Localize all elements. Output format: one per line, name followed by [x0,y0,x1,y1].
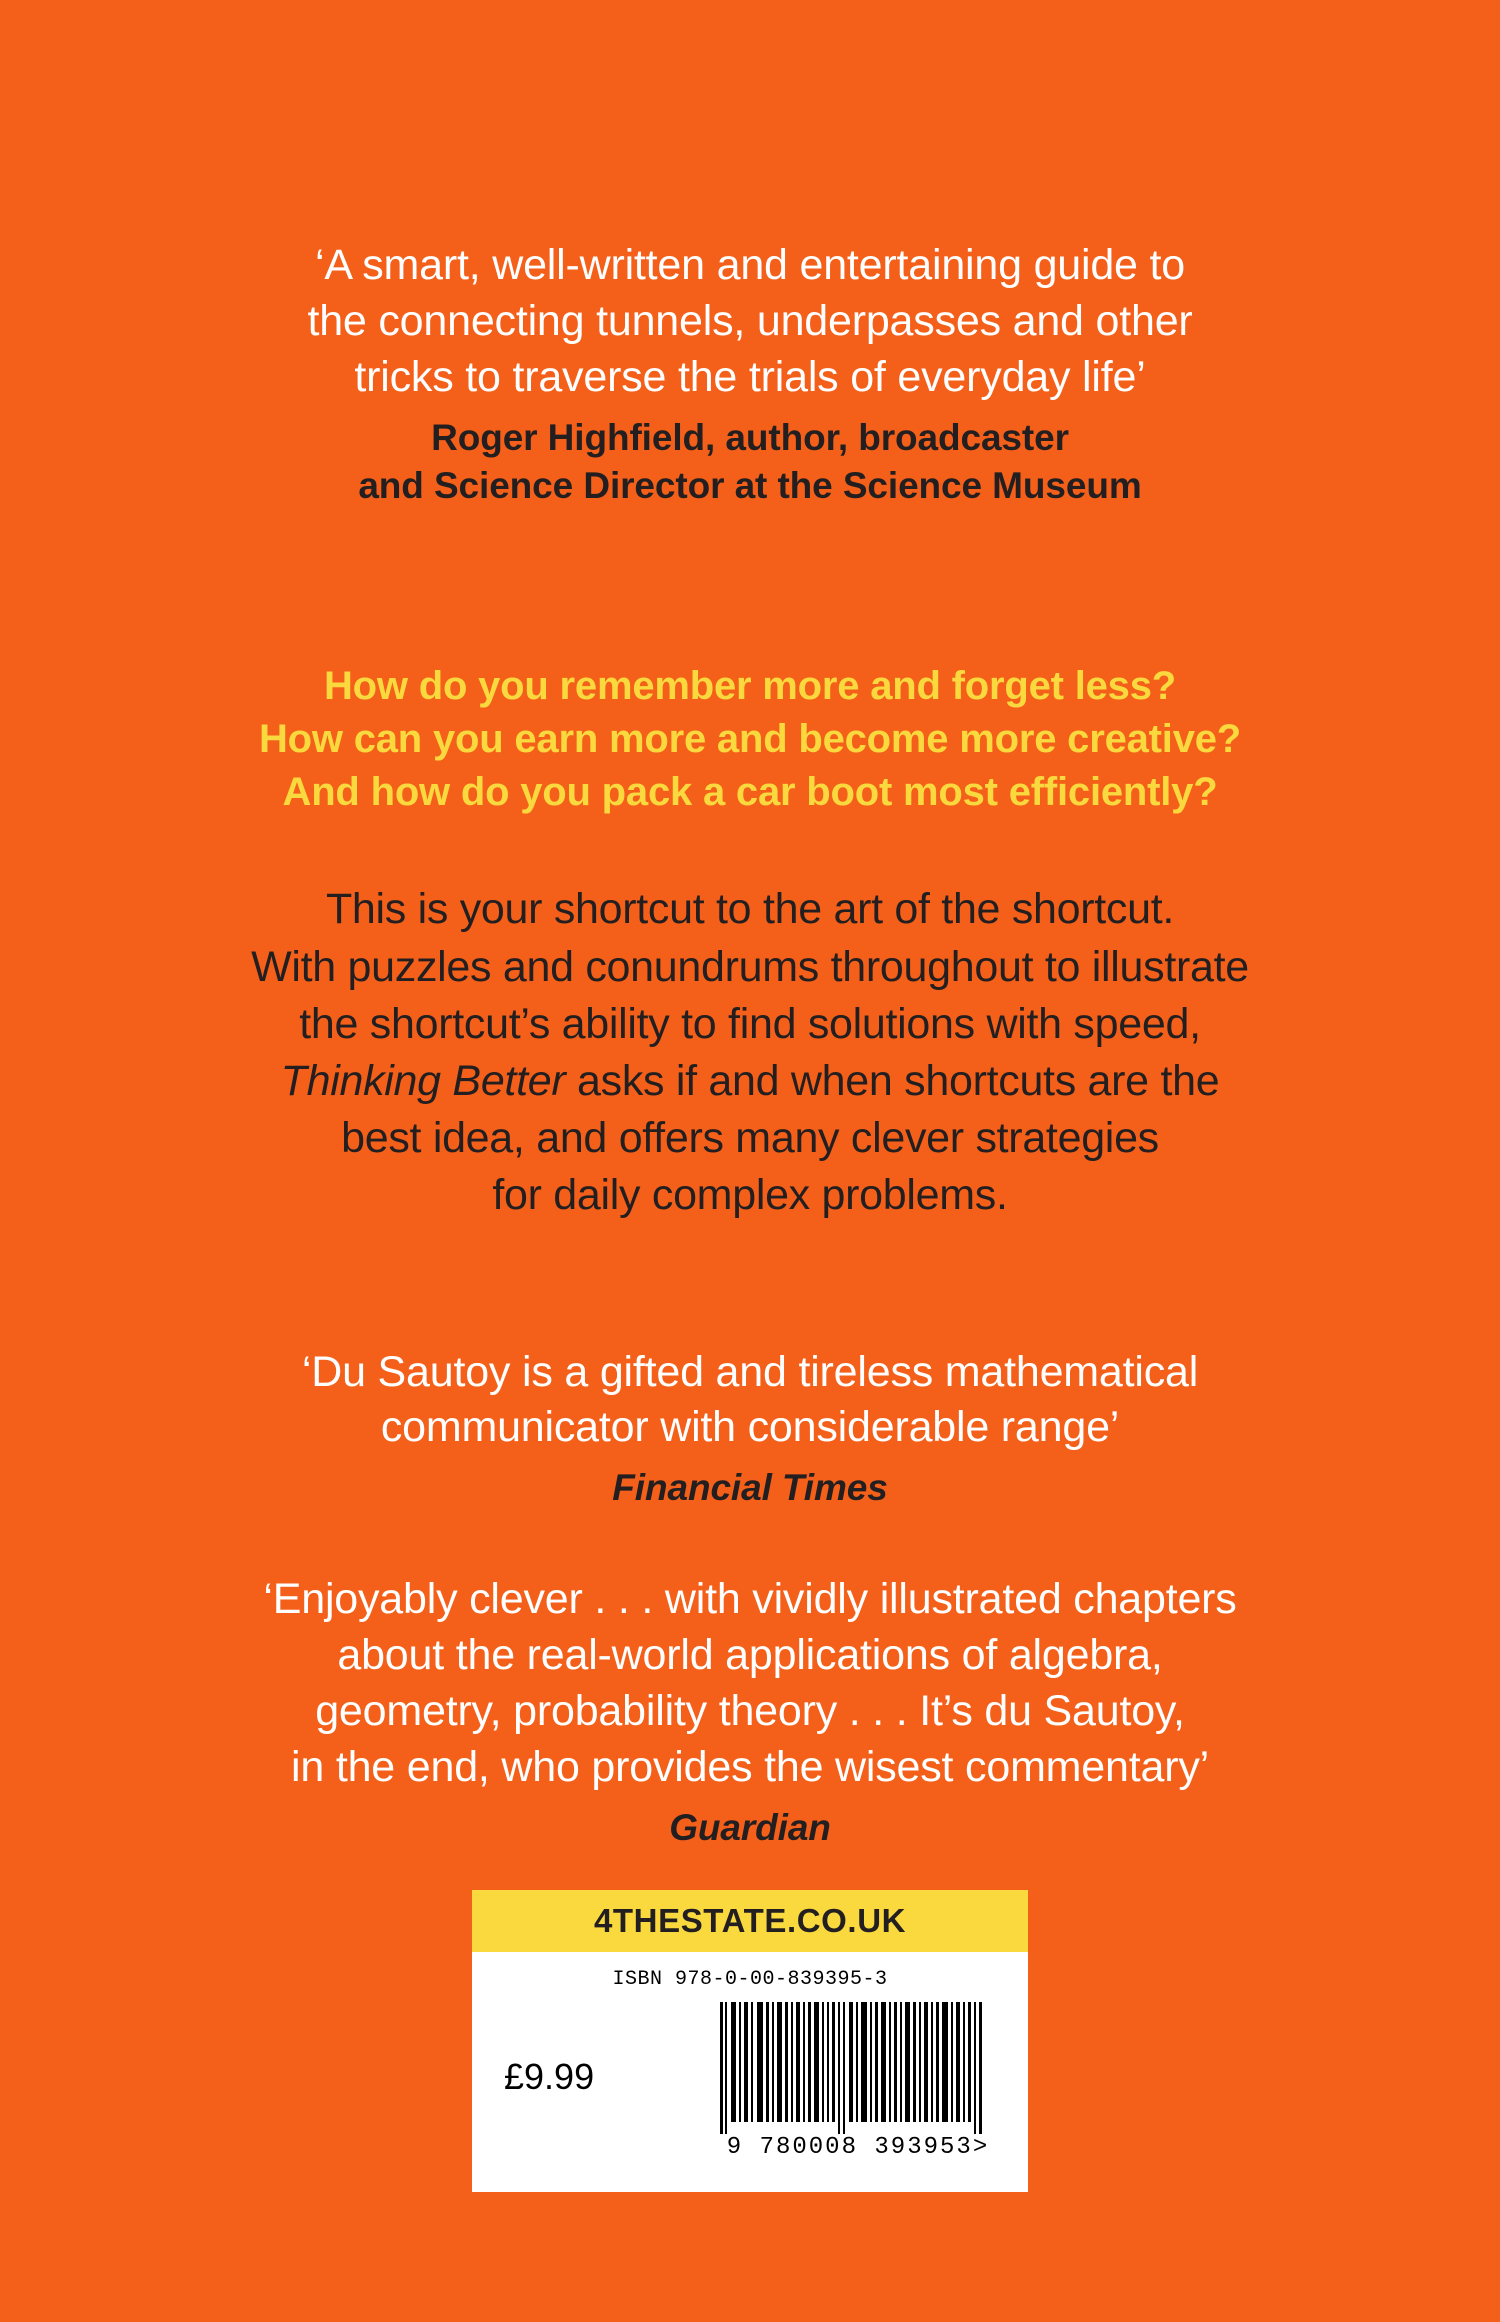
endorsement-quote-line-1: ‘A smart, well-written and entertaining guide to [315,241,1185,289]
guardian-quote-line-4: in the end, who provides the wisest commentary’ [291,1743,1209,1792]
blurb-line-3: the shortcut’s ability to find solutions with speed, [299,999,1201,1048]
question-line-2: How can you earn more and become more creative? [258,717,1242,762]
question-line-3: And how do you pack a car boot most efficiently? [282,770,1218,815]
barcode-digits-text: 9 780008 393953 [726,2134,973,2161]
blurb-line-6: for daily complex problems. [492,1171,1008,1220]
endorsement-block [100,238,1400,510]
barcode-bars-icon [720,2002,998,2134]
endorsement-quote-line-3: tricks to traverse the trials of everyday life’ [354,352,1146,401]
guardian-quote-line-3: geometry, probability theory . . . It’s du Sautoy, [315,1687,1185,1736]
endorsement-quote-line-2: the connecting tunnels, underpasses and other [307,296,1193,345]
guardian-quote-line-1: ‘Enjoyably clever . . . with vividly illustrated chapters [263,1575,1237,1624]
ft-quote-line-2: communicator with considerable range’ [380,1403,1120,1452]
ft-quote-line-1: ‘Du Sautoy is a gifted and tireless mathematical [301,1347,1199,1396]
blurb-line-1: This is your shortcut to the art of the shortcut. [325,885,1175,934]
blurb-line-2: With puzzles and conundrums throughout to illustrate [251,942,1249,991]
barcode-digits [712,2134,1004,2161]
blurb-line-4 [100,1053,1400,1110]
barcode-panel [472,1952,1028,2192]
review-financial-times [100,1345,1400,1513]
publisher-url-bar[interactable] [472,1890,1028,1952]
barcode-trailing-mark: > [972,2134,990,2161]
questions-block [100,660,1400,820]
blurb-block [100,881,1400,1224]
endorsement-attribution-line-1: Roger Highfield, author, broadcaster [431,416,1069,458]
blurb-line-5: best idea, and offers many clever strategies [341,1114,1159,1163]
book-title-italic: Thinking Better [280,1056,566,1105]
ft-source: Financial Times [612,1467,888,1509]
barcode-block [472,1890,1028,2192]
guardian-source: Guardian [669,1806,831,1848]
endorsement-attribution-line-2: and Science Director at the Science Museum [358,464,1142,506]
isbn-label: ISBN 978-0-00-839395-3 [612,1968,888,1991]
review-guardian [100,1572,1400,1852]
blurb-line-4-rest: asks if and when shortcuts are the [565,1056,1220,1105]
guardian-quote-line-2: about the real-world applications of algebra, [337,1631,1163,1680]
publisher-url-text: 4THESTATE.CO.UK [593,1902,907,1939]
price-label: £9.99 [504,2056,595,2097]
question-line-1: How do you remember more and forget less? [324,663,1176,708]
